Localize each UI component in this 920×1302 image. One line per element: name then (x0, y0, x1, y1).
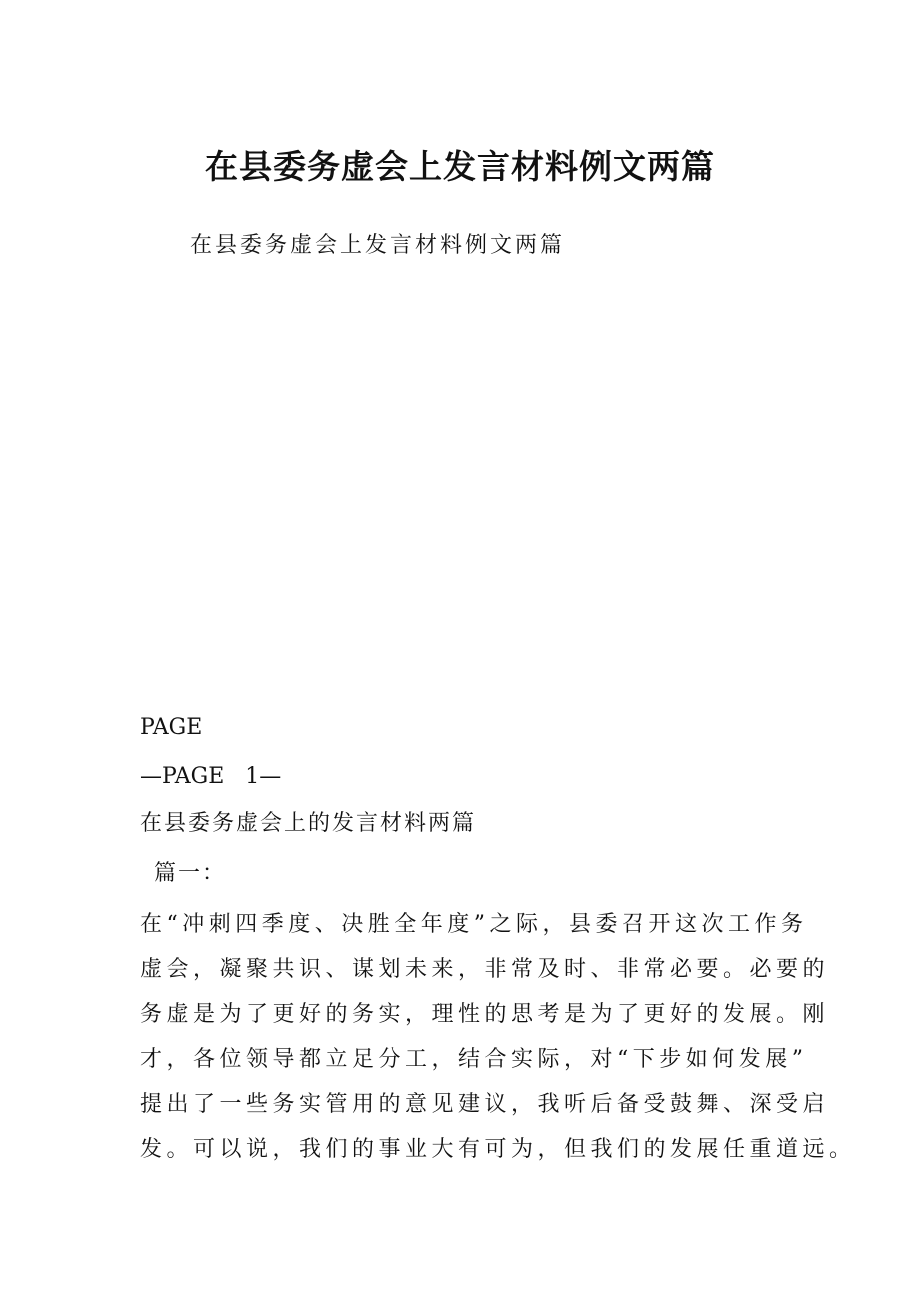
document-title: 在县委务虚会上发言材料例文两篇 (205, 147, 715, 186)
body-line: 提出了一些务实管用的意见建议，我听后备受鼓舞、深受启 (140, 1092, 830, 1117)
body-line: 才，各位领导都立足分工，结合实际，对“下步如何发展” (140, 1047, 808, 1072)
document-subtitle: 在县委务虚会上发言材料例文两篇 (190, 233, 566, 258)
page-label: PAGE (140, 715, 203, 740)
section-title: 在县委务虚会上的发言材料两篇 (140, 811, 477, 836)
part-label: 篇一： (154, 861, 227, 886)
page-number: —PAGE 1— (140, 764, 282, 789)
body-line: 虚会，凝聚共识、谋划未来，非常及时、非常必要。必要的 (140, 957, 830, 982)
body-line: 发。可以说，我们的事业大有可为，但我们的发展任重道远。 (140, 1137, 856, 1162)
body-paragraph (140, 902, 856, 1172)
body-line: 在“冲刺四季度、决胜全年度”之际，县委召开这次工作务 (140, 912, 808, 937)
body-line: 务虚是为了更好的务实，理性的思考是为了更好的发展。刚 (140, 1002, 830, 1027)
